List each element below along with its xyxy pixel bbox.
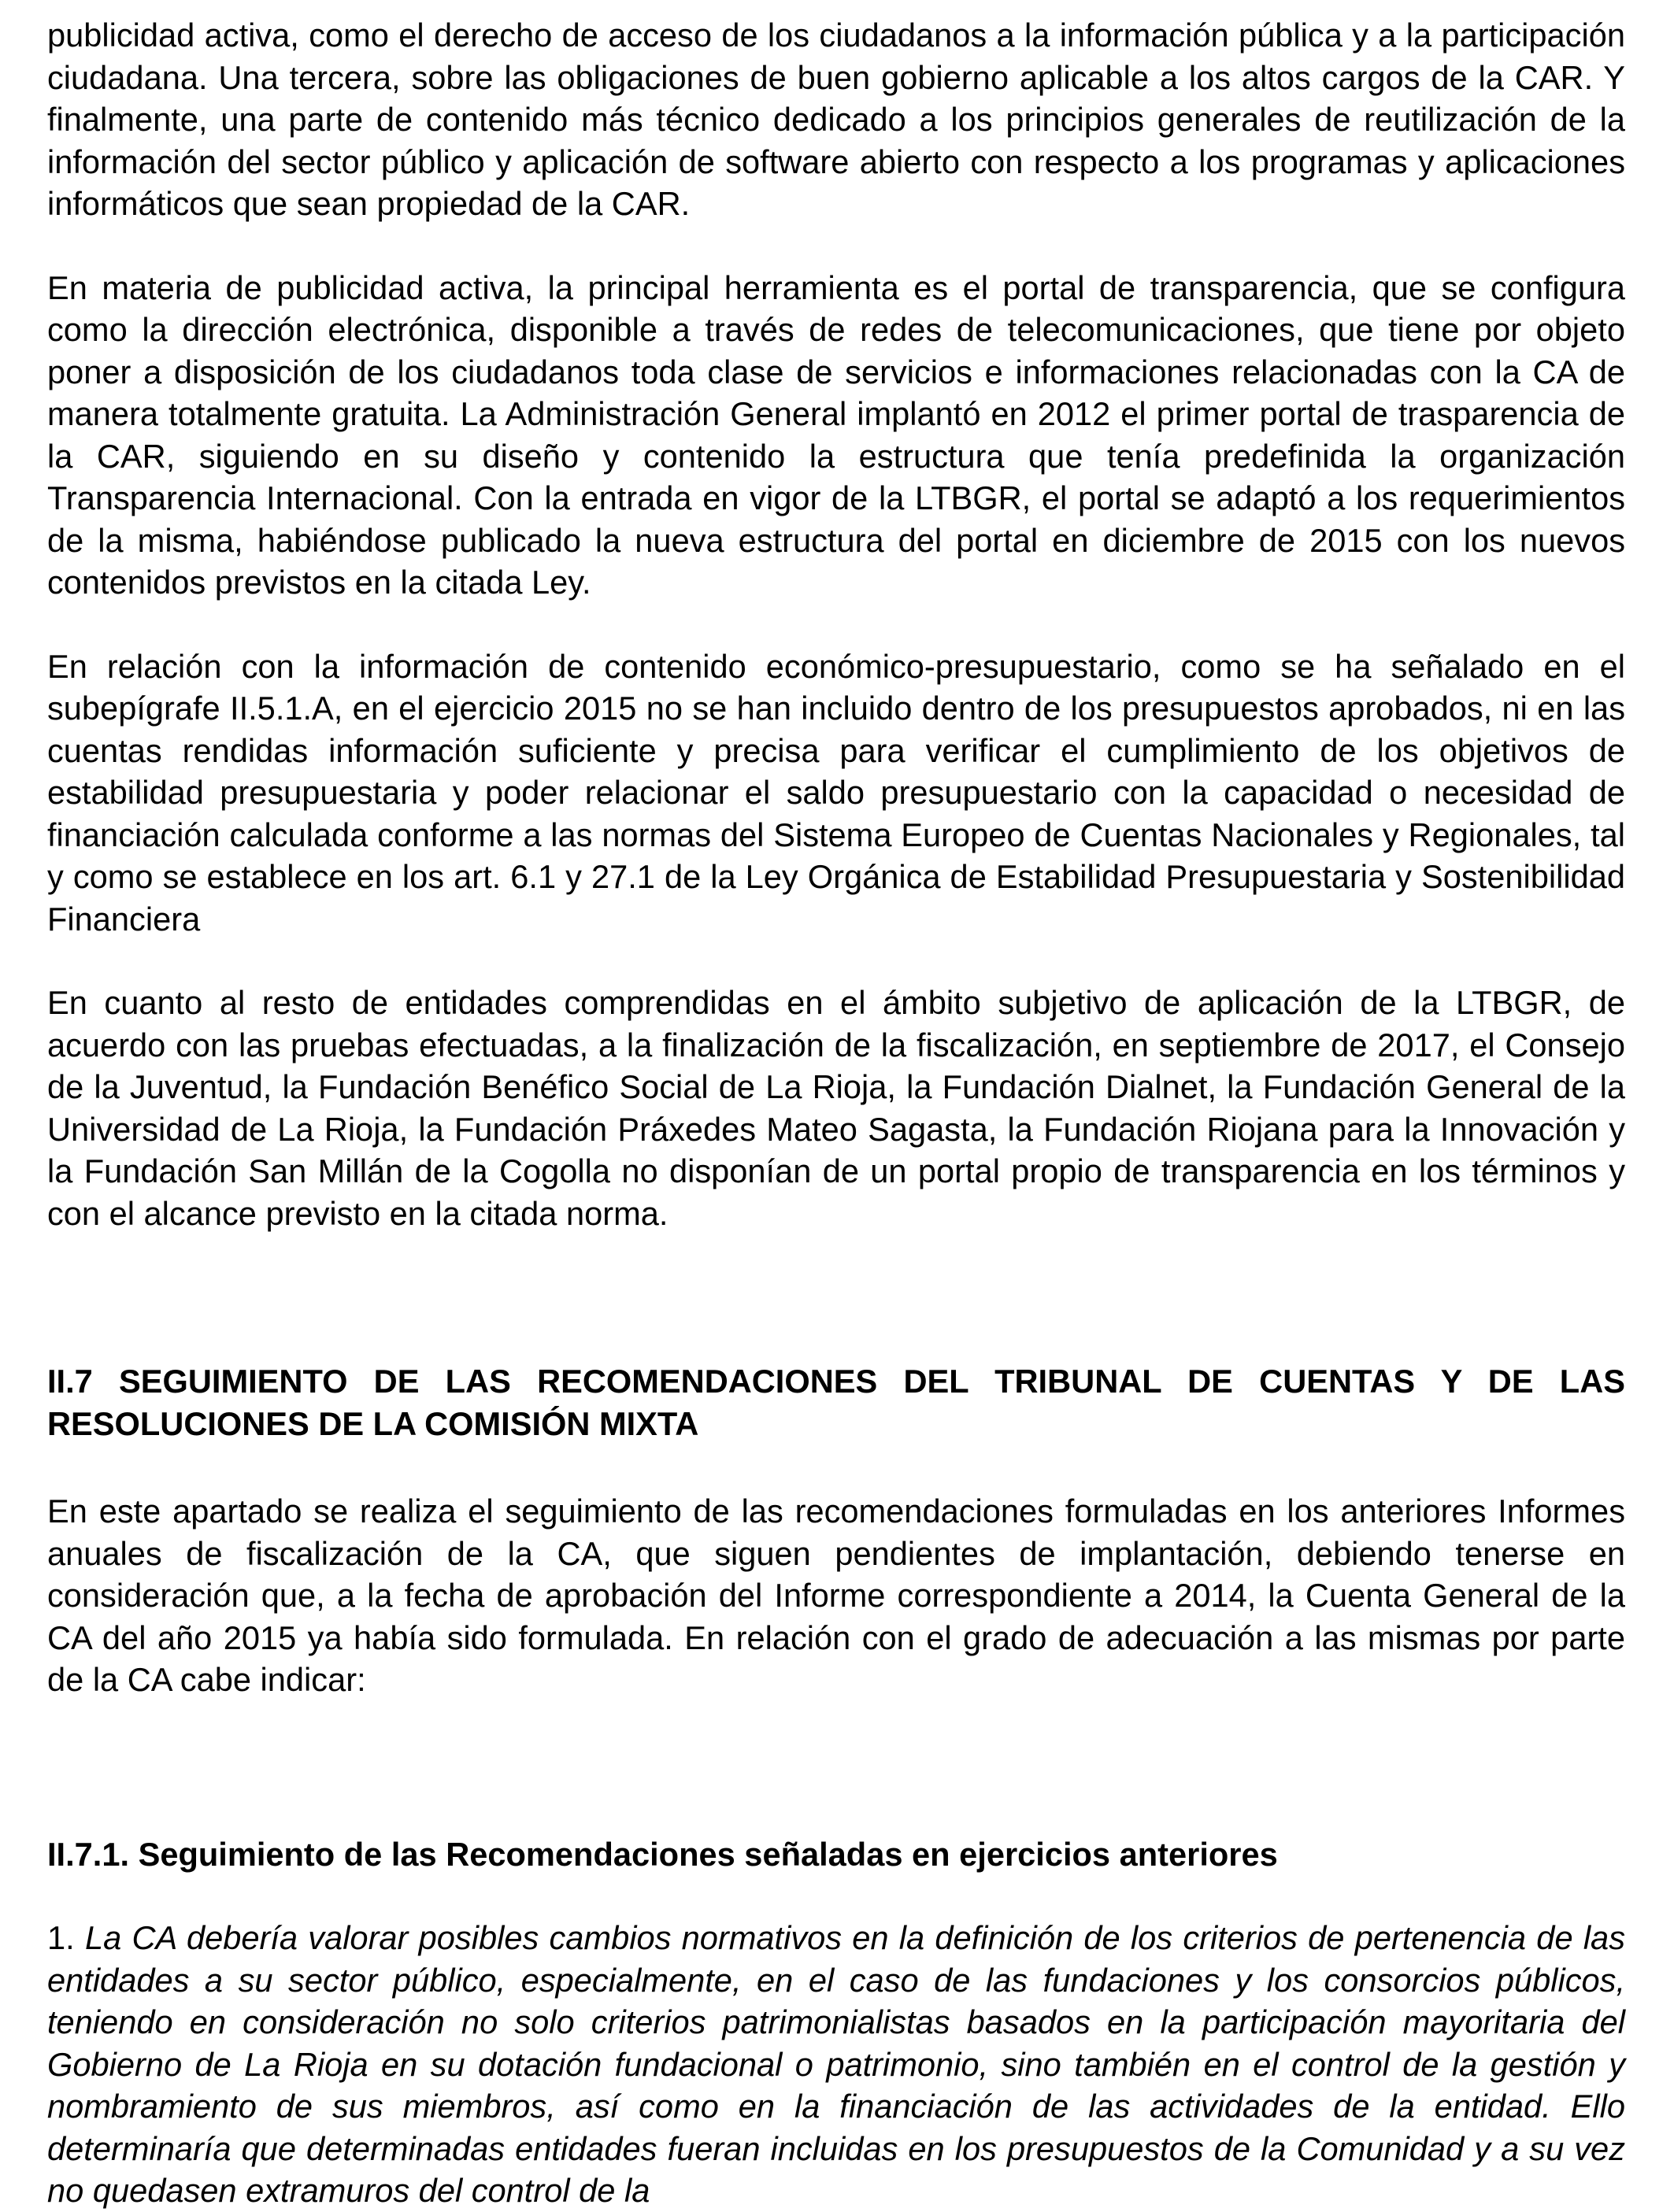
recommendation-text: La CA debería valorar posibles cambios normativos en la definición de los criterios de pertenencia de las entidades a su sector público, especialmente, en el caso de las fundaciones y los consorcios públicos, teniendo en consideración no solo criterios patrimonialistas basados en la participación mayoritaria del Gobierno de La Rioja en su dotación fundacional o patrimonio, sino también en el control de la gestión y nombramiento de sus miembros, así como en la financiación de las actividades de la entidad. Ello determinaría que determinadas entidades fueran incluidas en los presupuestos de la Comunidad y a su vez no quedasen extramuros del control de la <box>47 1919 1625 2209</box>
paragraph-informacion-economica: En relación con la información de contenido económico-presupuestario, como se ha señalado en el subepígrafe II.5.1.A, en el ejercicio 2015 no se han incluido dentro de los presupuestos aprobados, ni en las cuentas rendidas información suficiente y precisa para verificar el cumplimiento de los objetivos de estabilidad presupuestaria y poder relacionar el saldo presupuestario con la capacidad o necesidad de financiación calculada conforme a las normas del Sistema Europeo de Cuentas Nacionales y Regionales, tal y como se establece en los art. 6.1 y 27.1 de la Ley Orgánica de Estabilidad Presupuestaria y Sostenibilidad Financiera <box>47 647 1625 938</box>
paragraph-publicidad-activa: publicidad activa, como el derecho de acceso de los ciudadanos a la información pública y a la participación ciudadana. Una tercera, sobre las obligaciones de buen gobierno aplicable a los altos cargos de la CAR. Y finalmente, una parte de contenido más técnico dedicado a los principios generales de reutilización de la información del sector público y aplicación de software abierto con respecto a los programas y aplicaciones informáticos que sean propiedad de la CAR. <box>47 17 1625 222</box>
recommendation-item-1 <box>47 1917 1625 2212</box>
paragraph-resto-entidades: En cuanto al resto de entidades comprendidas en el ámbito subjetivo de aplicación de la LTBGR, de acuerdo con las pruebas efectuadas, a la finalización de la fiscalización, en septiembre de 2017, el Consejo de la Juventud, la Fundación Benéfico Social de La Rioja, la Fundación Dialnet, la Fundación General de la Universidad de La Rioja, la Fundación Práxedes Mateo Sagasta, la Fundación Riojana para la Innovación y la Fundación San Millán de la Cogolla no disponían de un portal propio de transparencia en los términos y con el alcance previsto en la citada norma. <box>47 984 1625 1232</box>
document-body <box>47 14 1625 2212</box>
section-intro-paragraph: En este apartado se realiza el seguimiento de las recomendaciones formuladas en los anteriores Informes anuales de fiscalización de la CA, que siguen pendientes de implantación, debiendo tenerse en consideración que, a la fecha de aprobación del Informe correspondiente a 2014, la Cuenta General de la CA del año 2015 ya había sido formulada. En relación con el grado de adecuación a las mismas por parte de la CA cabe indicar: <box>47 1493 1625 1698</box>
subsection-heading-ii71: II.7.1. Seguimiento de las Recomendaciones señaladas en ejercicios anteriores <box>47 1835 1278 1873</box>
section-heading-ii7: II.7 SEGUIMIENTO DE LAS RECOMENDACIONES DEL TRIBUNAL DE CUENTAS Y DE LAS RESOLUCIONES DE LA COMISIÓN MIXTA <box>47 1363 1625 1442</box>
recommendation-number: 1. <box>47 1919 75 1956</box>
paragraph-portal-transparencia: En materia de publicidad activa, la principal herramienta es el portal de transparencia, que se configura como la dirección electrónica, disponible a través de redes de telecomunicaciones, que tiene por objeto poner a disposición de los ciudadanos toda clase de servicios e informaciones relacionadas con la CA de manera totalmente gratuita. La Administración General implantó en 2012 el primer portal de trasparencia de la CAR, siguiendo en su diseño y contenido la estructura que tenía predefinida la organización Transparencia Internacional. Con la entrada en vigor de la LTBGR, el portal se adaptó a los requerimientos de la misma, habiéndose publicado la nueva estructura del portal en diciembre de 2015 con los nuevos contenidos previstos en la citada Ley. <box>47 268 1625 601</box>
